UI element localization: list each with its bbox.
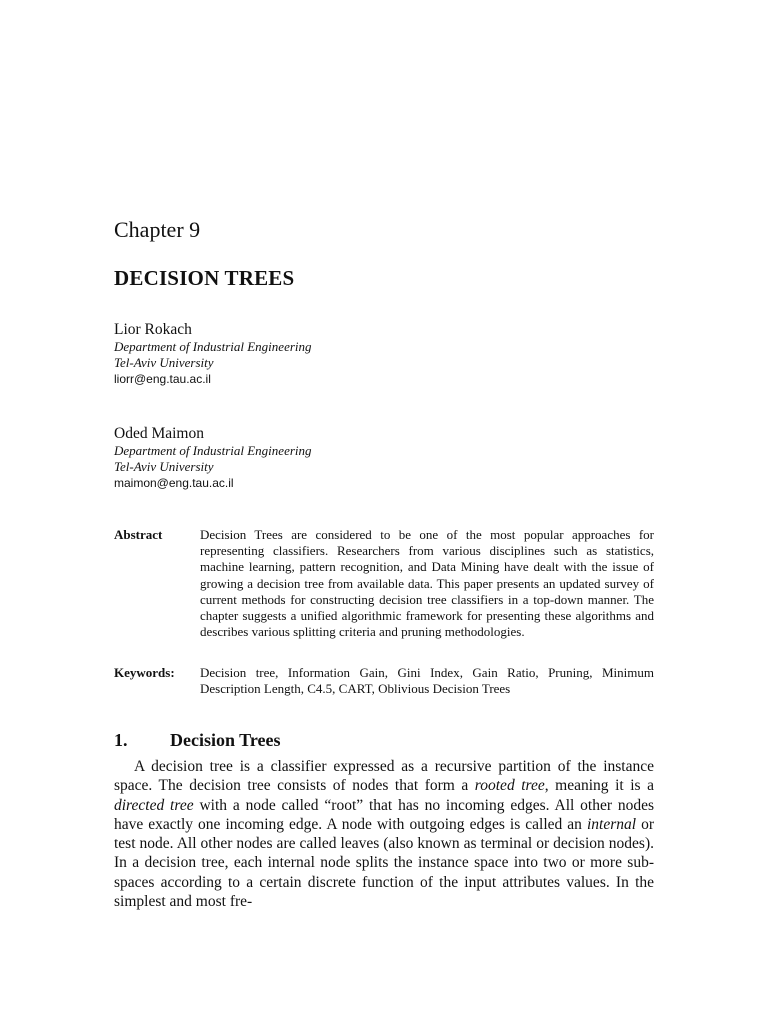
- author-university: Tel-Aviv University: [114, 459, 214, 474]
- chapter-label: Chapter 9: [114, 217, 201, 242]
- author-university: Tel-Aviv University: [114, 355, 214, 370]
- keywords-block: [114, 665, 654, 705]
- body-text: A decision tree is a classifier expressed as a recursive partition of the instance space. The decision tree consists of nodes that form a: [114, 758, 654, 795]
- author-name: Oded Maimon: [114, 425, 204, 442]
- section-title: Decision Trees: [170, 730, 281, 750]
- author-department: Department of Industrial Engineering: [114, 339, 312, 354]
- body-text: with a node called “root” that has no incoming edges. All other nodes have exactly one incoming edge. A node with outgoing edges is called an: [114, 796, 655, 833]
- body-emphasis: rooted tree: [474, 777, 545, 795]
- body-emphasis: directed tree: [114, 796, 194, 814]
- author-block: [114, 424, 534, 492]
- body-emphasis: internal: [586, 815, 637, 833]
- author-email: maimon@eng.tau.ac.il: [114, 476, 234, 490]
- author-department: Department of Industrial Engineering: [114, 443, 312, 458]
- author-email: liorr@eng.tau.ac.il: [114, 372, 211, 386]
- keywords-label: Keywords:: [114, 665, 175, 680]
- abstract-text: Decision Trees are considered to be one of the most popular approaches for representing classifiers. Researchers from various disciplines such as statistics, machine learning, pattern recognition, and Data Mining have dealt with the issue of growing a decision tree from available data. This paper presents an updated survey of current methods for constructing decision tree classifiers in a top-down manner. The chapter suggests a unified algorithmic framework for presenting these algorithms and describes various splitting criteria and pruning methodologies.: [200, 527, 654, 640]
- abstract-block: [114, 527, 654, 657]
- abstract-label: Abstract: [114, 527, 163, 542]
- body-paragraph: [114, 757, 654, 911]
- body-text: , meaning it is a: [544, 777, 654, 795]
- chapter-title: DECISION TREES: [114, 266, 295, 290]
- section-number: 1.: [114, 730, 128, 750]
- keywords-text: Decision tree, Information Gain, Gini Index, Gain Ratio, Pruning, Minimum Description Length, C4.5, CART, Oblivious Decision Trees: [200, 665, 654, 697]
- section-heading: [114, 728, 281, 752]
- author-block: [114, 320, 534, 388]
- author-name: Lior Rokach: [114, 321, 192, 338]
- body-text: or test node. All other nodes are called leaves (also known as terminal or decision nodes). In a decision tree, each internal node splits the instance space into two or more sub-spaces according to a certain discrete function of the input attributes values. In the simplest and most fre-: [114, 815, 654, 911]
